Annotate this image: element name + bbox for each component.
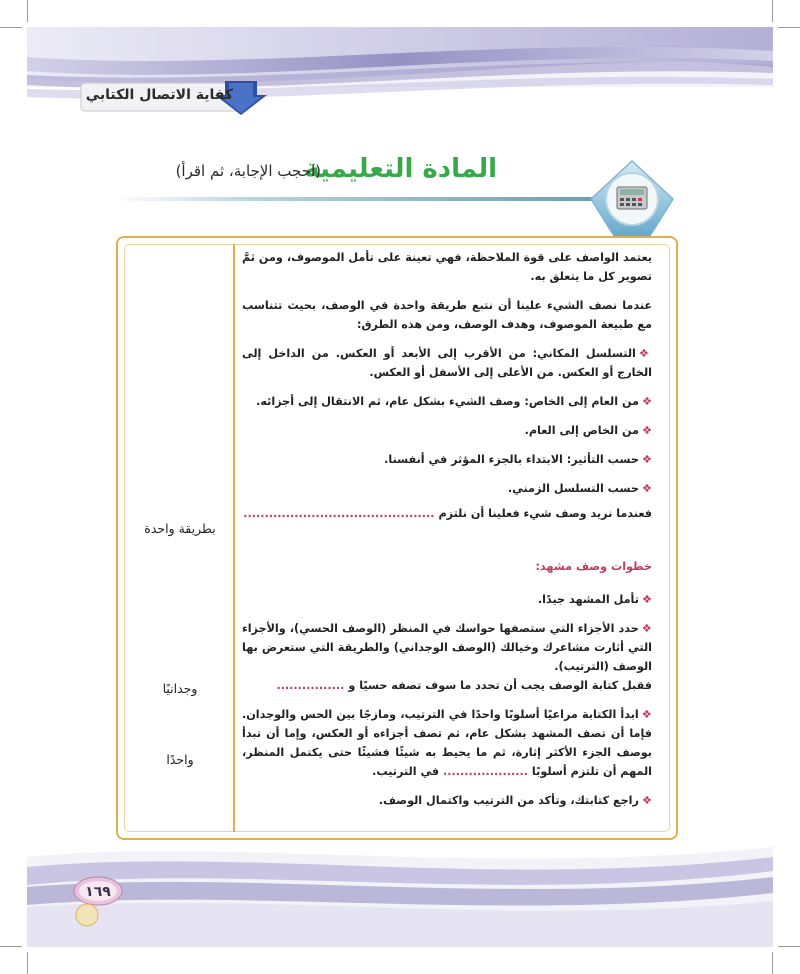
answer-note: بطريقة واحدة <box>144 521 216 536</box>
list-item: ❖التسلسل المكاني: من الأقرب إلى الأبعد أو العكس. من الداخل إلى الخارج أو العكس. من الأعلى إلى الأسفل أو العكس. <box>242 347 653 379</box>
bullet-icon: ❖ <box>641 424 652 437</box>
bullet-icon: ❖ <box>641 593 652 606</box>
crop-mark <box>772 952 773 974</box>
fill-in-sentence: فعندما نريد وصف شيء فعلينا أن نلتزم ............................................. <box>243 507 652 520</box>
steps-heading: خطوات وصف مشهد: <box>535 560 652 573</box>
list-item: ❖من العام إلى الخاص: وصف الشيء بشكل عام، ثم الانتقال إلى أجزائه. <box>256 395 652 408</box>
bullet-icon: ❖ <box>641 794 652 807</box>
page-number: ١٦٩ <box>85 884 111 900</box>
crop-mark <box>0 946 22 947</box>
answer-note: واحدًا <box>166 752 194 767</box>
blank-line: ............................................. <box>243 507 435 520</box>
lesson-body <box>242 248 652 820</box>
paragraph: يعتمد الواصف على قوة الملاحظة، فهي تعينة على تأمل الموصوف، ومن ثمَّ تصوير كل ما يتعلق به. <box>242 251 652 283</box>
textbook-page <box>27 27 773 947</box>
list-item: ❖من الخاص إلى العام. <box>524 424 652 437</box>
answer-note: وجدانيًا <box>162 681 198 696</box>
section-badge <box>77 79 273 115</box>
list-item: ❖ابدأ الكتابة مراعيًا أسلوبًا واحدًا في الترتيب، ومازجًا بين الحس والوجدان. فإما أن تصف المشهد بشكل عام، ثم تصف أجزاءه أو العكس، وإما أن تبدأ بوصف الجزء الأكثر إثارة، ثم ما يحيط به شيئًا فشيئًا حتى يكتمل المنظر، المهم أن تلتزم أسلوبًا .................... في الترتيب. <box>242 708 653 778</box>
page-title: المادة التعليمية <box>304 154 497 184</box>
page-number-badge <box>71 869 131 929</box>
list-item: ❖راجع كتابتك، وتأكد من الترتيب واكتمال الوصف. <box>378 794 652 807</box>
bullet-icon: ❖ <box>641 482 652 495</box>
bullet-icon: ❖ <box>641 453 652 466</box>
bullet-icon: ❖ <box>641 395 652 408</box>
crop-mark <box>27 0 28 22</box>
section-label: كفاية الاتصال الكتابي <box>85 87 233 103</box>
column-divider <box>233 244 235 832</box>
title-underline <box>113 197 593 201</box>
bullet-icon: ❖ <box>641 708 653 721</box>
bottom-swoosh-decoration <box>27 827 773 947</box>
list-item: ❖حسب التسلسل الزمني. <box>507 482 652 495</box>
blank-line: ................ <box>276 679 345 692</box>
bullet-icon: ❖ <box>638 347 653 360</box>
bullet-icon: ❖ <box>641 622 652 635</box>
list-item: ❖حدد الأجزاء التي ستصفها حواسك في المنظر (الوصف الحسي)، والأجزاء التي أثارت مشاعرك وخيالك (الوصف الوجداني) والطريقة التي ستعرض بها الوصف (الترتيب). <box>242 622 652 673</box>
list-item: ❖تأمل المشهد جيدًا. <box>537 593 652 606</box>
list-item: ❖حسب التأثير: الابتداء بالجزء المؤثر في أنفسنا. <box>384 453 652 466</box>
crop-mark <box>0 27 22 28</box>
page-subtitle: (احجب الإجابة، ثم اقرأ) <box>175 162 321 180</box>
lesson-content-box <box>116 236 678 840</box>
crop-mark <box>778 946 800 947</box>
blank-line: .................... <box>443 765 529 778</box>
crop-mark <box>772 0 773 22</box>
crop-mark <box>778 27 800 28</box>
fill-in-sentence: فقبل كتابة الوصف يجب أن تحدد ما سوف تصفه حسيًا و ................ <box>276 679 652 692</box>
crop-mark <box>27 952 28 974</box>
paragraph: عندما نصف الشيء علينا أن نتبع طريقة واحدة في الوصف، بحيث تتناسب مع طبيعة الموصوف، وهدف الوصف، ومن هذه الطرق: <box>242 299 652 331</box>
